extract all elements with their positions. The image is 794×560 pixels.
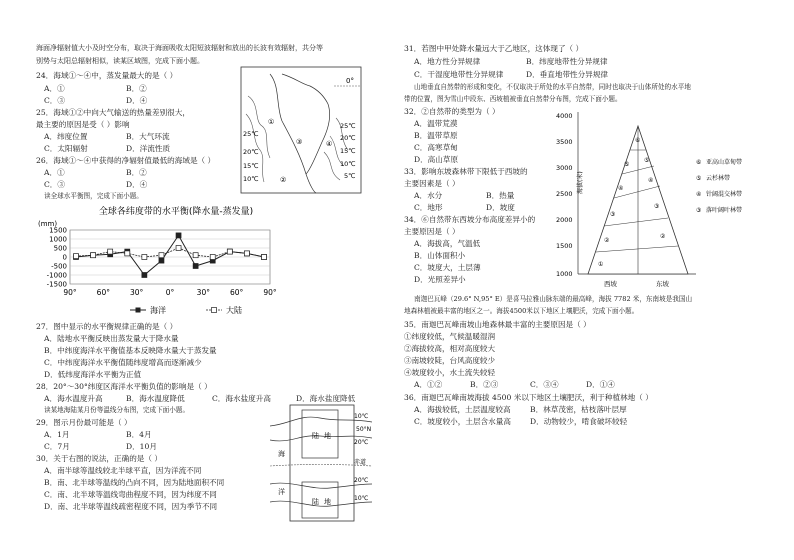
legend-land-marker [212,308,217,313]
vegetation-ytick-3500: 3500 [556,138,573,146]
land-data-point [74,254,79,259]
q29-option-d[interactable]: D．10月 [126,442,157,451]
vegetation-zone-2-east: ② [660,233,666,240]
isotherm-ocean-char-1: 海 [278,450,285,458]
legend-subalpine-meadow: 亚高山草甸带 [706,159,743,166]
chart-xtick-label: 30° [130,288,144,297]
q32-option-c[interactable]: C．高寒草甸 [414,143,458,152]
map-label-equator: 0° [346,77,354,85]
isotherm-land-char-1: 陆 [312,432,319,440]
water-balance-chart [36,202,294,320]
chart-ytick-label: 1500 [49,226,67,235]
q26-option-b[interactable]: B．② [126,168,147,177]
vegetation-zone-2-west: ② [604,237,610,244]
vegetation-legend [696,158,742,214]
q28-option-b[interactable]: B．海水温度降低 [126,394,185,403]
vegetation-west-label: 西坡 [604,280,617,288]
q27-option-b[interactable]: B．中纬度海洋水平衡值基本反映降水量大于蒸发量 [44,346,217,355]
vegetation-ytick-2000: 2000 [556,216,573,224]
q26-option-d[interactable]: D．④ [126,180,148,189]
vegetation-east-label: 东坡 [656,280,669,288]
q24-stem: 24．海域①～④中，蒸发量最大的是（ ） [36,71,178,80]
vegetation-zone-diagram [556,106,760,292]
map-label-25c-left: 25℃ [243,130,259,138]
q35-option-d[interactable]: D．①④ [586,380,615,389]
vegetation-yaxis [556,112,573,278]
q32-option-d[interactable]: D．高山草原 [414,155,459,164]
isotherm-land-char-2: 地 [324,432,331,440]
map-label-15c-right: 15℃ [340,147,356,155]
q24-option-d[interactable]: D．④ [126,96,148,105]
map-label-10c-right: 10℃ [340,160,356,168]
q33-option-a[interactable]: A．水分 [414,191,443,200]
legend-spruce-forest: 云杉林带 [706,175,731,182]
q33-stem-1: 33．影响东坡森林带下限低于西坡的 [404,167,528,176]
isotherm-land-char-3: 陆 [312,498,319,506]
vegetation-ytick-3000: 3000 [556,164,573,172]
map-label-20c-right: 20℃ [340,134,356,142]
q30-option-b[interactable]: B．南、北半球等温线的凸向不同，因为陆地面积不同 [44,478,225,487]
q28-option-c[interactable]: C．海水盐度升高 [212,394,271,403]
legend-marker-5: ⑤ [696,175,702,182]
q30-stem: 30．关于右图的说法，正确的是（ ） [36,454,162,463]
chart-title: 全球各纬度带的水平衡(降水量-蒸发量) [98,207,254,217]
vegetation-zone-5-east: ⑤ [644,157,650,164]
ocean-data-point [159,258,164,263]
isotherm-land-char-4: 地 [324,498,331,506]
q33-option-d[interactable]: D．坡度 [486,203,515,212]
q34-option-d[interactable]: D．光照差异小 [414,275,466,284]
q35-intro-1: 南迦巴瓦峰（29.6° N,95° E）是喜马拉雅山脉东端的最高峰，海拔 7782 米，东南坡是我国山 [414,295,693,303]
legend-ocean-marker [136,308,141,313]
land-data-point [125,251,130,256]
map-label-20c-left: 20℃ [243,148,259,156]
map-marker-1: ① [268,118,275,126]
vegetation-zone-4-east: ④ [648,177,654,184]
vegetation-zone-5-west: ⑤ [624,161,630,168]
q24-option-b[interactable]: B．② [126,84,147,93]
vegetation-zone-4-west: ④ [618,185,624,192]
q35-item-4: ④坡度较小，水土流失较轻 [404,368,496,377]
q36-option-d[interactable]: D．动物较少，啃食破坏较轻 [530,417,628,426]
isotherm-label-equator: 赤道 [354,459,367,466]
q27-option-c[interactable]: C．中纬度海洋水平衡值随纬度增高而逐渐减少 [44,358,202,367]
isotherm-label-10c-top: 10℃ [354,413,369,420]
legend-land-label: 大陆 [226,306,242,315]
map-label-10c-left: 10℃ [243,175,259,183]
q32-intro-1: 山地垂直自然带的形成和变化，不仅取决于所处的水平自然带，同时也取决于山体所处的水平地 [414,83,691,91]
q28-stem: 28．20°～30°纬度区海洋水平衡负值的影响是（ ） [36,382,212,391]
q24-option-c[interactable]: C．③ [44,96,65,105]
q31-option-b[interactable]: B．纬度地带性分异规律 [526,57,608,66]
isotherm-label-50n: 50°N [356,426,372,433]
q35-stem: 35．南迦巴瓦峰南坡山地森林最丰富的主要原因是（ ） [404,320,591,329]
isotherm-diagram [270,404,372,522]
q36-option-c[interactable]: C．坡度较小，土层含水量高 [414,417,511,426]
q30-option-a[interactable]: A．南半球等温线较北半球平直，因为洋流不同 [44,466,202,475]
map-label-25c-right: 25℃ [340,122,356,130]
intro-line-1: 海面净辐射值大小及时空分布，取决于海面吸收太阳短波辐射和放出的长波有效辐射，共分等 [36,44,323,52]
q29-intro: 读某地海陆某月份等温线分布图，完成下面小题。 [44,406,190,414]
q27-option-a[interactable]: A．陆地水平衡反映出蒸发量大于降水量 [44,334,179,343]
legend-marker-4: ④ [696,191,702,198]
q31-option-c[interactable]: C．干湿度地带性分异规律 [414,70,504,79]
map-label-5c-right: 5℃ [344,172,356,180]
ocean-data-point [142,273,147,278]
chart-xtick-label: 90° [263,288,277,297]
chart-xtick-label: 60° [96,288,110,297]
map-marker-2: ② [280,176,287,184]
isotherm-ocean-char-2: 洋 [278,488,285,496]
q32-stem: 32．②自然带的类型为（ ） [404,107,500,116]
vegetation-ytick-2500: 2500 [556,190,573,198]
vegetation-ytick-1000: 1000 [556,270,573,278]
ocean-data-point [193,264,198,269]
ocean-map [240,66,362,194]
q30-option-d[interactable]: D．南、北半球等温线疏密程度不同，因为季节不同 [44,502,218,511]
chart-xtick-label: 30° [196,288,210,297]
vegetation-ytick-4000: 4000 [556,112,573,120]
q35-option-c[interactable]: C．③④ [530,380,559,389]
vegetation-ylabel: 海拔(米) [577,171,584,194]
q33-option-c[interactable]: C．地形 [414,203,443,212]
q34-option-c[interactable]: C．坡度大，土层薄 [414,263,481,272]
land-data-point [176,246,181,251]
q31-option-d[interactable]: D．垂直地带性分异规律 [526,70,609,79]
land-data-point [262,255,267,260]
land-data-point [108,249,113,254]
q25-stem-1: 25．海域①②中向大气输送的热量差别很大， [36,108,190,117]
q29-option-c[interactable]: C．7月 [44,442,70,451]
q29-stem: 29．图示月份最可能是（ ） [36,418,132,427]
q31-option-a[interactable]: A．地方性分异规律 [414,57,481,66]
q31-stem: 31．若图中甲处降水量远大于乙地区，这体现了（ ） [404,44,584,53]
q35-item-2: ②海拔较高，相对高度较大 [404,344,496,353]
chart-ytick-label: 1000 [49,235,67,244]
chart-ytick-label: 0 [62,253,67,262]
q34-stem-2: 主要原因是（ ） [404,227,460,236]
q24-option-a[interactable]: A．① [44,84,65,93]
q35-item-3: ③南坡较陡，台风高度较少 [404,356,496,365]
q36-option-b[interactable]: B．林草茂密，枯枝落叶层厚 [530,405,627,414]
ocean-data-point [176,233,181,238]
vegetation-zone-3-east: ③ [654,203,660,210]
q35-option-b[interactable]: B．②③ [470,380,499,389]
isotherm-label-10c-bottom: 10℃ [354,495,369,502]
q25-option-b[interactable]: B．大气环流 [126,132,170,141]
q30-option-c[interactable]: C．南、北半球等温线弯曲程度不同，因为纬度不同 [44,490,217,499]
chart-ytick-label: -1500 [46,280,67,289]
q29-option-b[interactable]: B．4月 [126,430,152,439]
q26-option-c[interactable]: C．③ [44,180,65,189]
q36-option-a[interactable]: A．海拔较低，土层温度较高 [414,405,511,414]
q33-option-b[interactable]: B．热量 [486,191,515,200]
q26-stem: 26．海域①～④中获得的净辐射值最低的海域是（ ） [36,156,216,165]
q27-stem: 27．图中显示的水平衡规律正确的是（ ） [36,322,178,331]
land-data-point [244,251,249,256]
q28-option-a[interactable]: A．海水温度升高 [44,394,103,403]
q25-stem-2: 最主要的原因是受（ ）影响 [36,120,130,129]
legend-marker-3: ③ [696,207,702,214]
legend-deciduous-forest: 落叶阔叶林带 [706,207,743,214]
chart-ytick-label: 500 [53,244,67,253]
q26-option-a[interactable]: A．① [44,168,65,177]
chart-xtick-label: 0° [165,288,175,297]
q35-option-a[interactable]: A．①② [414,380,443,389]
q36-stem: 36．南迦巴瓦峰南坡海拔 4500 米以下地区土壤肥沃，利于种植林地（ ） [404,393,653,402]
q35-intro-2: 地森林植被最丰富的地区之一。海拔4500米以下地区上壤肥沃，完成下面小题。 [404,307,639,315]
isotherm-label-20c-top: 20℃ [354,439,369,446]
chart-ytick-label: -1000 [46,271,67,280]
q34-option-b[interactable]: B．山体面积小 [414,251,466,260]
q32-option-a[interactable]: A．温带荒漠 [414,119,458,128]
intro-line-2: 别势与太阳总辐射相似，读某区域图，完成下面小题。 [36,57,204,65]
land-data-point [91,253,96,258]
legend-marker-6: ⑥ [696,159,702,166]
map-marker-3: ③ [296,138,303,146]
chart-ytick-label: -500 [51,262,67,271]
q35-item-1: ①纬度较低，气候温暖湿润 [404,332,496,341]
land-data-point [227,249,232,254]
chart-xtick-label: 90° [63,288,77,297]
vegetation-zone-6: ⑥ [635,137,641,144]
isotherm-label-20c-bottom: 20℃ [354,477,369,484]
chart-legend [130,305,242,315]
q25-option-d[interactable]: D．洋流性质 [126,144,171,153]
q34-stem-1: 34．⑥自然带东西坡分布高度差异小的 [404,215,536,224]
chart-ylabel: (mm) [38,220,58,228]
q33-stem-2: 主要因素是（ ） [404,179,460,188]
vegetation-zone-3-west: ③ [610,211,616,218]
vegetation-ytick-1500: 1500 [556,242,573,250]
land-data-point [210,255,215,260]
land-data-point [193,253,198,258]
q27-intro: 读全球水平衡图，完成下面小题。 [44,192,143,200]
chart-xtick-label: 60° [230,288,244,297]
q34-option-a[interactable]: A．海拔高，气温低 [414,239,481,248]
q25-option-c[interactable]: C．太阳辐射 [44,144,88,153]
map-marker-4: ④ [326,140,333,148]
land-data-point [142,255,147,260]
q28-option-d[interactable]: D．海水盐度降低 [296,394,356,403]
q27-option-d[interactable]: D．低纬度海洋水平衡为正值 [44,370,142,379]
legend-ocean-label: 海洋 [150,306,166,315]
legend-mixed-forest: 针阔混交林带 [706,191,743,198]
map-label-15c-left: 15℃ [243,162,259,170]
vegetation-zone-1-west: ① [598,261,604,268]
q29-option-a[interactable]: A．1月 [44,430,70,439]
q32-option-b[interactable]: B．温带草原 [414,131,458,140]
q32-intro-2: 带的位置，图为雪山中段东、西坡植被垂直自然带分布图，完成下面小题。 [404,95,622,103]
land-data-point [159,253,164,258]
q25-option-a[interactable]: A．纬度位置 [44,132,88,141]
